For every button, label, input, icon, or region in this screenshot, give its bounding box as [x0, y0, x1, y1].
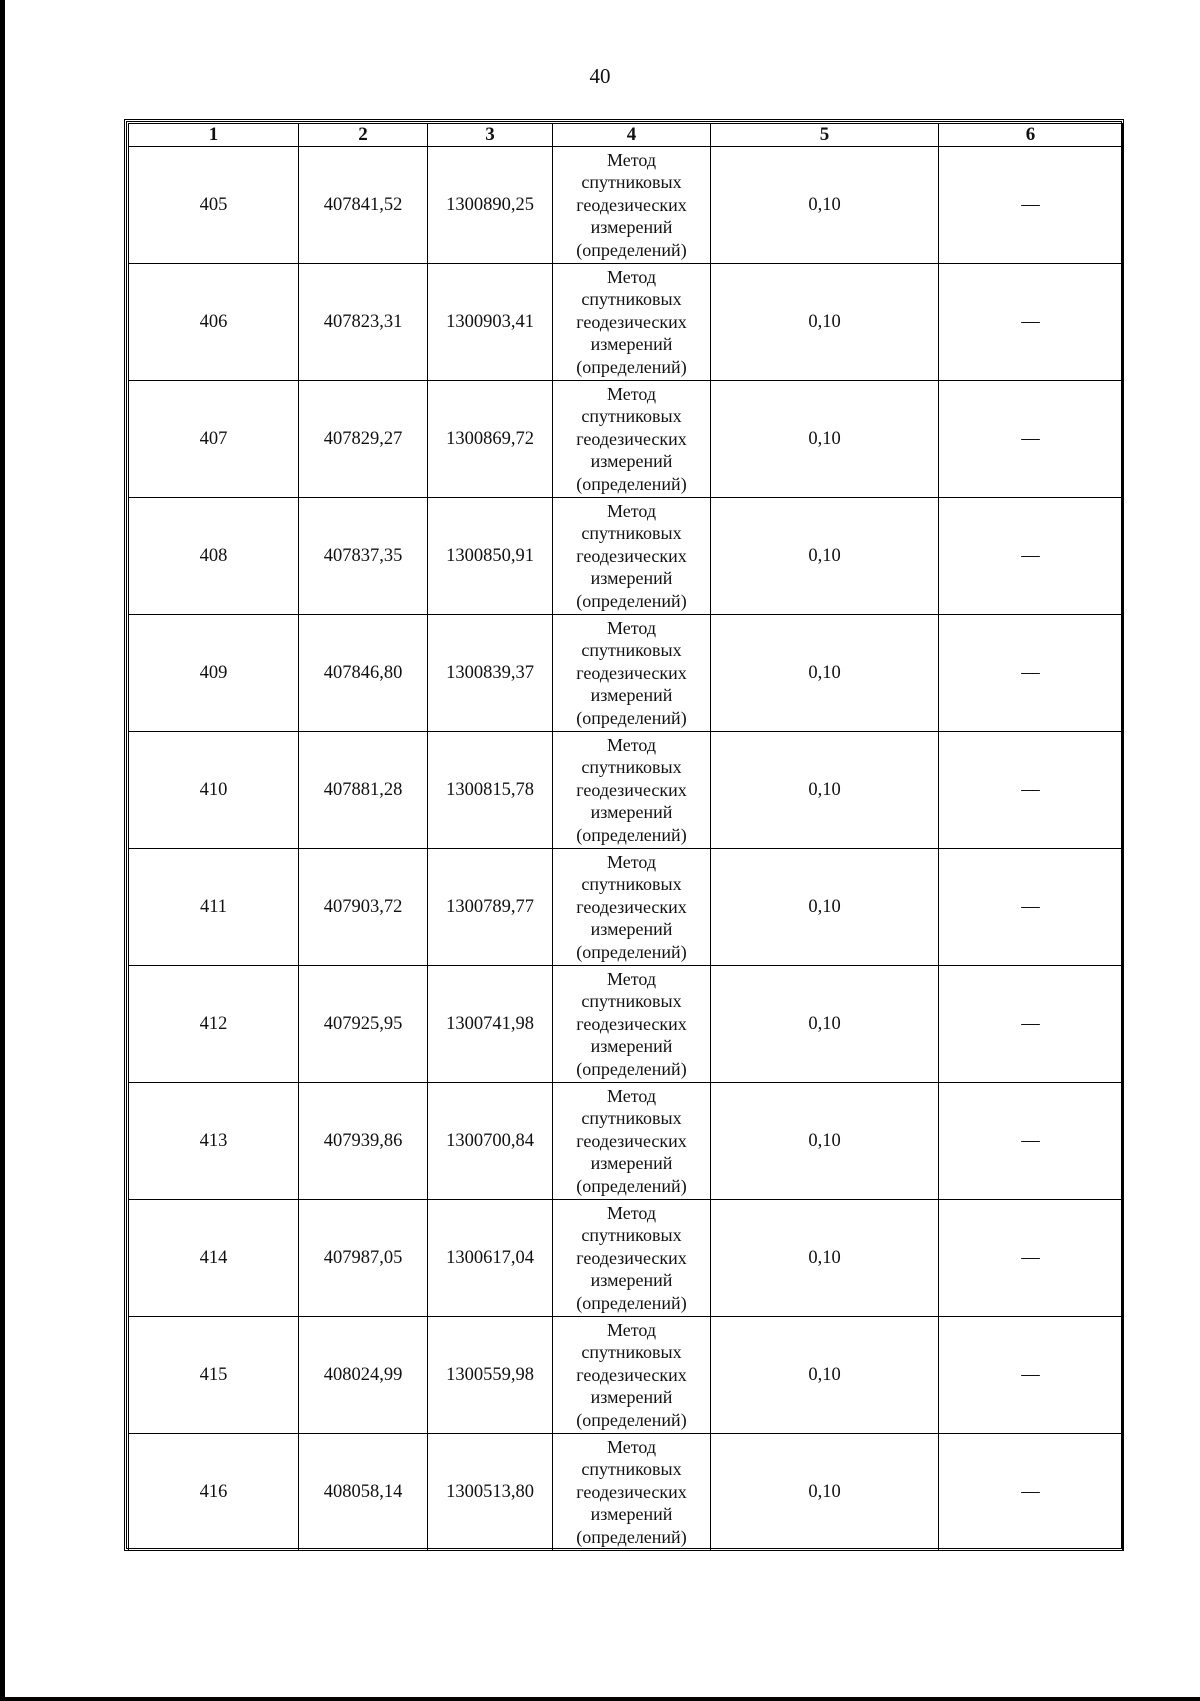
method-cell [553, 1434, 711, 1551]
table-row [129, 1083, 1123, 1200]
method-line: измерений [590, 1387, 673, 1408]
method-line: Метод [606, 266, 657, 287]
method-line: Метод [606, 1436, 657, 1457]
coordinates-table [128, 123, 1123, 1551]
method-line: геодезических [576, 662, 687, 683]
method-cell [553, 498, 711, 615]
x-coordinate-cell: 407837,35 [299, 498, 428, 615]
method-cell [553, 1083, 711, 1200]
point-number-cell: 415 [129, 1317, 299, 1434]
method-line: геодезических [576, 1013, 687, 1034]
method-cell [553, 1317, 711, 1434]
method-line: (определений) [576, 356, 687, 377]
table-row [129, 615, 1123, 732]
method-line: (определений) [576, 239, 687, 260]
y-coordinate-cell: 1300513,80 [428, 1434, 553, 1551]
y-coordinate-cell: 1300559,98 [428, 1317, 553, 1434]
note-cell: — [939, 1200, 1123, 1317]
method-line: спутниковых [581, 640, 682, 661]
table-row [129, 1200, 1123, 1317]
method-line: (определений) [576, 1409, 687, 1430]
method-line: геодезических [576, 896, 687, 917]
note-cell: — [939, 1434, 1123, 1551]
x-coordinate-cell: 407829,27 [299, 381, 428, 498]
method-line: (определений) [576, 824, 687, 845]
method-cell [553, 849, 711, 966]
x-coordinate-cell: 408024,99 [299, 1317, 428, 1434]
method-line: Метод [606, 500, 657, 521]
method-line: (определений) [576, 941, 687, 962]
page-number: 40 [589, 64, 611, 88]
column-header-2: 2 [299, 124, 428, 147]
method-line: геодезических [576, 1247, 687, 1268]
method-line: геодезических [576, 1364, 687, 1385]
method-line: Метод [606, 734, 657, 755]
point-number-cell: 407 [129, 381, 299, 498]
x-coordinate-cell: 407939,86 [299, 1083, 428, 1200]
method-line: Метод [606, 149, 657, 170]
column-header-4: 4 [553, 124, 711, 147]
method-line: спутниковых [581, 523, 682, 544]
method-line: измерений [590, 1036, 673, 1057]
scan-bottom-edge [0, 1697, 1200, 1701]
method-line: геодезических [576, 194, 687, 215]
accuracy-cell: 0,10 [711, 147, 939, 264]
method-line: Метод [606, 1319, 657, 1340]
accuracy-cell: 0,10 [711, 966, 939, 1083]
method-cell [553, 264, 711, 381]
table-row [129, 381, 1123, 498]
method-line: геодезических [576, 428, 687, 449]
method-line: спутниковых [581, 1225, 682, 1246]
point-number-cell: 410 [129, 732, 299, 849]
column-header-6: 6 [939, 124, 1123, 147]
x-coordinate-cell: 407925,95 [299, 966, 428, 1083]
method-line: (определений) [576, 473, 687, 494]
table-row [129, 147, 1123, 264]
method-line: спутниковых [581, 874, 682, 895]
method-line: спутниковых [581, 1459, 682, 1480]
note-cell: — [939, 381, 1123, 498]
method-line: геодезических [576, 311, 687, 332]
y-coordinate-cell: 1300869,72 [428, 381, 553, 498]
y-coordinate-cell: 1300617,04 [428, 1200, 553, 1317]
table-row [129, 264, 1123, 381]
x-coordinate-cell: 407823,31 [299, 264, 428, 381]
method-line: Метод [606, 1085, 657, 1106]
y-coordinate-cell: 1300700,84 [428, 1083, 553, 1200]
accuracy-cell: 0,10 [711, 1200, 939, 1317]
point-number-cell: 406 [129, 264, 299, 381]
method-line: измерений [590, 451, 673, 472]
accuracy-cell: 0,10 [711, 615, 939, 732]
method-line: (определений) [576, 590, 687, 611]
method-cell [553, 147, 711, 264]
method-line: геодезических [576, 1130, 687, 1151]
y-coordinate-cell: 1300741,98 [428, 966, 553, 1083]
method-line: Метод [606, 968, 657, 989]
method-line: (определений) [576, 707, 687, 728]
method-line: спутниковых [581, 289, 682, 310]
method-line: геодезических [576, 545, 687, 566]
point-number-cell: 409 [129, 615, 299, 732]
point-number-cell: 416 [129, 1434, 299, 1551]
note-cell: — [939, 615, 1123, 732]
method-line: измерений [590, 1270, 673, 1291]
table-row [129, 732, 1123, 849]
note-cell: — [939, 264, 1123, 381]
table-row [129, 849, 1123, 966]
point-number-cell: 408 [129, 498, 299, 615]
column-header-3: 3 [428, 124, 553, 147]
method-line: спутниковых [581, 991, 682, 1012]
method-cell [553, 381, 711, 498]
method-cell [553, 732, 711, 849]
method-line: измерений [590, 334, 673, 355]
method-line: измерений [590, 685, 673, 706]
x-coordinate-cell: 407903,72 [299, 849, 428, 966]
header-row [129, 124, 1123, 147]
point-number-cell: 411 [129, 849, 299, 966]
column-header-5: 5 [711, 124, 939, 147]
method-line: (определений) [576, 1058, 687, 1079]
accuracy-cell: 0,10 [711, 849, 939, 966]
method-cell [553, 615, 711, 732]
table-body [129, 147, 1123, 1551]
x-coordinate-cell: 407841,52 [299, 147, 428, 264]
accuracy-cell: 0,10 [711, 732, 939, 849]
note-cell: — [939, 849, 1123, 966]
y-coordinate-cell: 1300903,41 [428, 264, 553, 381]
x-coordinate-cell: 407881,28 [299, 732, 428, 849]
method-line: геодезических [576, 779, 687, 800]
method-line: Метод [606, 851, 657, 872]
accuracy-cell: 0,10 [711, 498, 939, 615]
note-cell: — [939, 147, 1123, 264]
y-coordinate-cell: 1300789,77 [428, 849, 553, 966]
y-coordinate-cell: 1300815,78 [428, 732, 553, 849]
note-cell: — [939, 1083, 1123, 1200]
method-line: спутниковых [581, 1342, 682, 1363]
note-cell: — [939, 498, 1123, 615]
point-number-cell: 414 [129, 1200, 299, 1317]
method-cell [553, 966, 711, 1083]
note-cell: — [939, 966, 1123, 1083]
accuracy-cell: 0,10 [711, 381, 939, 498]
point-number-cell: 413 [129, 1083, 299, 1200]
note-cell: — [939, 732, 1123, 849]
method-line: измерений [590, 919, 673, 940]
method-line: измерений [590, 802, 673, 823]
table-row [129, 1434, 1123, 1551]
accuracy-cell: 0,10 [711, 1317, 939, 1434]
table-row [129, 498, 1123, 615]
method-cell [553, 1200, 711, 1317]
point-number-cell: 405 [129, 147, 299, 264]
x-coordinate-cell: 407846,80 [299, 615, 428, 732]
y-coordinate-cell: 1300839,37 [428, 615, 553, 732]
table-row [129, 1317, 1123, 1434]
method-line: (определений) [576, 1526, 687, 1547]
table-row [129, 966, 1123, 1083]
method-line: Метод [606, 1202, 657, 1223]
method-line: спутниковых [581, 172, 682, 193]
x-coordinate-cell: 408058,14 [299, 1434, 428, 1551]
note-cell: — [939, 1317, 1123, 1434]
method-line: измерений [590, 1153, 673, 1174]
y-coordinate-cell: 1300890,25 [428, 147, 553, 264]
accuracy-cell: 0,10 [711, 1434, 939, 1551]
method-line: геодезических [576, 1481, 687, 1502]
y-coordinate-cell: 1300850,91 [428, 498, 553, 615]
x-coordinate-cell: 407987,05 [299, 1200, 428, 1317]
method-line: Метод [606, 617, 657, 638]
point-number-cell: 412 [129, 966, 299, 1083]
method-line: спутниковых [581, 757, 682, 778]
method-line: измерений [590, 568, 673, 589]
method-line: измерений [590, 217, 673, 238]
method-line: (определений) [576, 1292, 687, 1313]
accuracy-cell: 0,10 [711, 264, 939, 381]
method-line: спутниковых [581, 1108, 682, 1129]
method-line: измерений [590, 1504, 673, 1525]
method-line: (определений) [576, 1175, 687, 1196]
column-header-1: 1 [129, 124, 299, 147]
scan-left-edge [0, 0, 5, 1701]
method-line: Метод [606, 383, 657, 404]
method-line: спутниковых [581, 406, 682, 427]
accuracy-cell: 0,10 [711, 1083, 939, 1200]
